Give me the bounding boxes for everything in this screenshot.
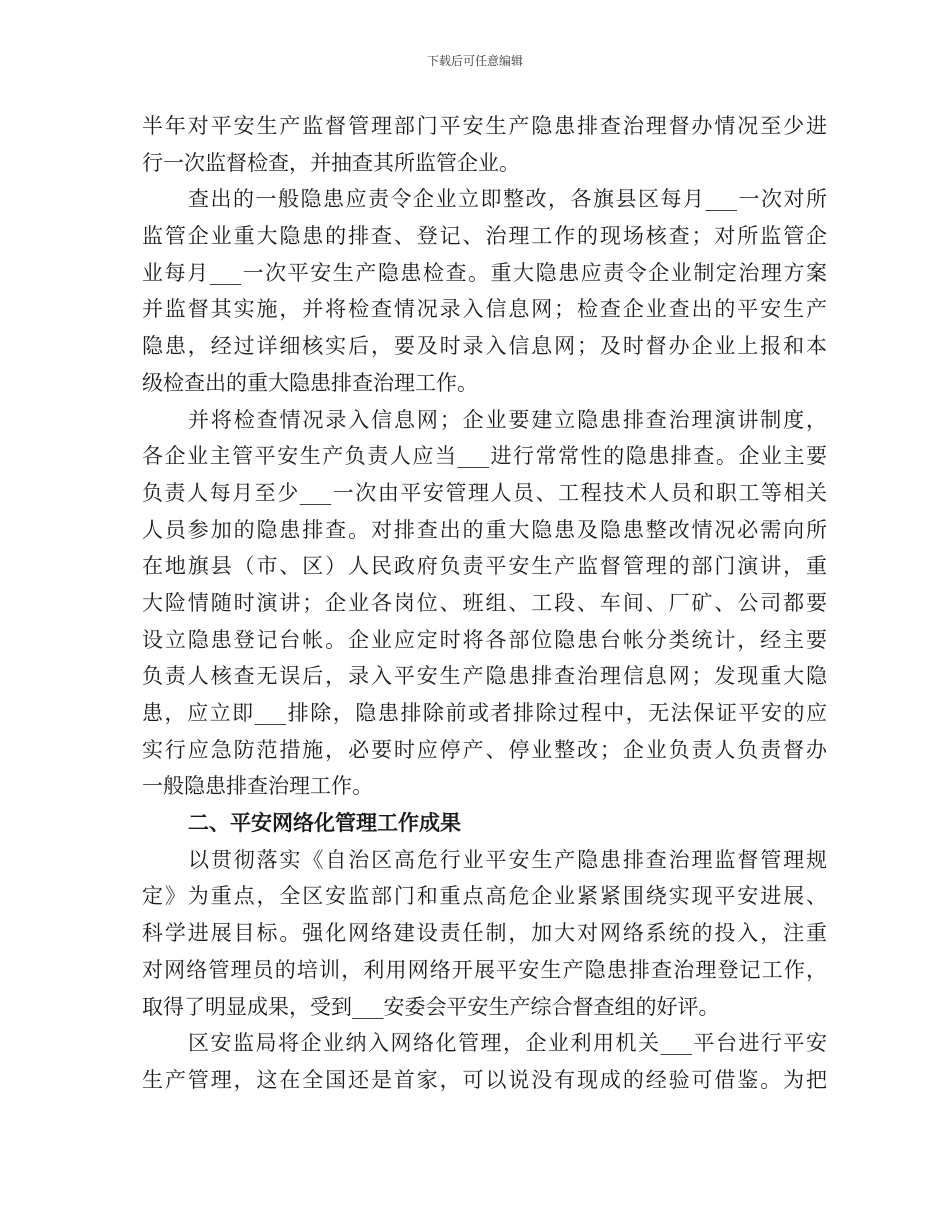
- text-line: 定》为重点，全区安监部门和重点高危企业紧紧围绕实现平安进展、: [142, 884, 827, 909]
- text-line: 患，应立即___排除，隐患排除前或者排除过程中，无法保证平安的应: [142, 701, 827, 725]
- text-line: 查出的一般隐患应责令企业立即整改，各旗县区每月___一次对所: [188, 187, 827, 212]
- text-line: 区安监局将企业纳入网络化管理，企业利用机关___平台进行平安: [188, 1031, 827, 1056]
- text-line: 在地旗县（市、区）人民政府负责平安生产监督管理的部门演讲，重: [142, 554, 827, 579]
- text-line: 监管企业重大隐患的排查、登记、治理工作的现场核查；对所监管企: [142, 224, 827, 249]
- document-body: [142, 108, 827, 1099]
- text-line: 取得了明显成果，受到___安委会平安生产综合督查组的好评。: [142, 994, 720, 1019]
- text-line: 业每月___一次平安生产隐患检查。重大隐患应责令企业制定治理方案: [142, 260, 827, 285]
- text-line: 科学进展目标。强化网络建设责任制，加大对网络系统的投入，注重: [142, 921, 827, 946]
- text-line: 大险情随时演讲；企业各岗位、班组、工段、车间、厂矿、公司都要: [142, 590, 827, 615]
- text-line: 设立隐患登记台帐。企业应定时将各部位隐患台帐分类统计，经主要: [142, 627, 827, 652]
- text-line: 级检查出的重大隐患排查治理工作。: [142, 370, 478, 395]
- text-line: 并监督其实施，并将检查情况录入信息网；检查企业查出的平安生产: [142, 297, 827, 322]
- text-line: 实行应急防范措施，必要时应停产、停业整改；企业负责人负责督办: [142, 737, 827, 762]
- text-line: 隐患，经过详细核实后，要及时录入信息网；及时督办企业上报和本: [142, 334, 827, 359]
- text-line: 以贯彻落实《自治区高危行业平安生产隐患排查治理监督管理规: [188, 847, 827, 872]
- text-line: 并将检查情况录入信息网；企业要建立隐患排查治理演讲制度，: [188, 407, 827, 432]
- text-line: 负责人每月至少___一次由平安管理人员、工程技术人员和职工等相关: [142, 480, 827, 505]
- page-header: 下载后可任意编辑: [426, 54, 523, 68]
- text-line: 人员参加的隐患排查。对排查出的重大隐患及隐患整改情况必需向所: [142, 517, 827, 542]
- text-line: 一般隐患排查治理工作。: [142, 774, 373, 799]
- text-line: 各企业主管平安生产负责人应当___进行常常性的隐患排查。企业主要: [142, 444, 827, 469]
- text-line: 负责人核查无误后，录入平安生产隐患排查治理信息网；发现重大隐: [142, 664, 827, 689]
- text-line: 行一次监督检查，并抽查其所监管企业。: [142, 150, 520, 175]
- text-line: 对网络管理员的培训，利用网络开展平安生产隐患排查治理登记工作，: [142, 957, 827, 982]
- text-line: 生产管理，这在全国还是首家，可以说没有现成的经验可借鉴。为把: [142, 1067, 827, 1092]
- section-heading: 二、平安网络化管理工作成果: [188, 810, 461, 836]
- text-line: 半年对平安生产监督管理部门平安生产隐患排查治理督办情况至少进: [142, 114, 827, 138]
